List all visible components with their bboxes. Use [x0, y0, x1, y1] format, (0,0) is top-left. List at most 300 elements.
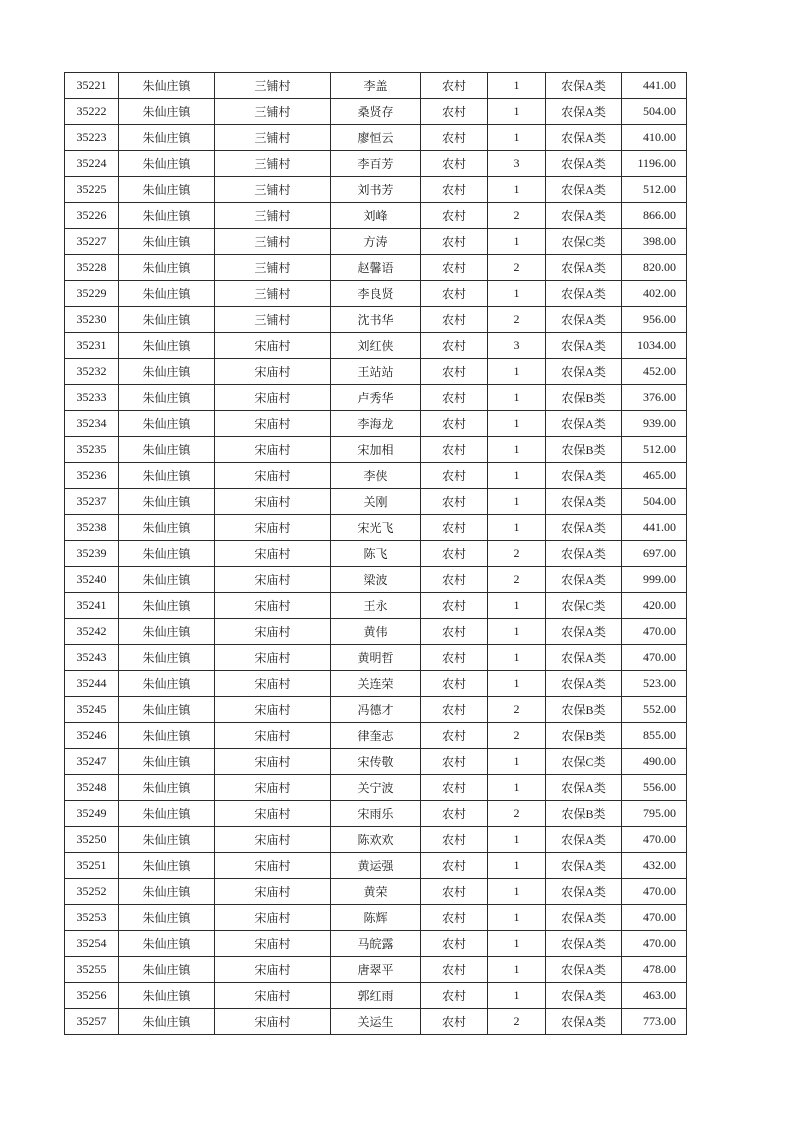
cell-amount: 465.00	[622, 463, 687, 489]
cell-village: 宋庙村	[215, 671, 331, 697]
cell-name: 刘峰	[331, 203, 421, 229]
cell-count: 2	[488, 801, 546, 827]
cell-id: 35243	[65, 645, 119, 671]
cell-category: 农保A类	[546, 177, 622, 203]
cell-residence: 农村	[421, 333, 488, 359]
cell-category: 农保B类	[546, 697, 622, 723]
cell-name: 关刚	[331, 489, 421, 515]
cell-village: 三铺村	[215, 125, 331, 151]
cell-village: 三铺村	[215, 203, 331, 229]
cell-amount: 556.00	[622, 775, 687, 801]
cell-amount: 402.00	[622, 281, 687, 307]
cell-id: 35237	[65, 489, 119, 515]
cell-amount: 470.00	[622, 827, 687, 853]
table-row	[65, 905, 687, 931]
cell-name: 王永	[331, 593, 421, 619]
cell-residence: 农村	[421, 619, 488, 645]
cell-count: 1	[488, 489, 546, 515]
cell-id: 35253	[65, 905, 119, 931]
cell-count: 1	[488, 593, 546, 619]
cell-village: 宋庙村	[215, 853, 331, 879]
cell-amount: 504.00	[622, 489, 687, 515]
cell-category: 农保A类	[546, 879, 622, 905]
cell-town: 朱仙庄镇	[119, 151, 215, 177]
cell-name: 李海龙	[331, 411, 421, 437]
cell-village: 宋庙村	[215, 359, 331, 385]
cell-residence: 农村	[421, 437, 488, 463]
cell-residence: 农村	[421, 463, 488, 489]
cell-amount: 432.00	[622, 853, 687, 879]
cell-village: 宋庙村	[215, 619, 331, 645]
cell-name: 李侠	[331, 463, 421, 489]
table-row	[65, 437, 687, 463]
cell-id: 35250	[65, 827, 119, 853]
cell-town: 朱仙庄镇	[119, 879, 215, 905]
cell-id: 35252	[65, 879, 119, 905]
cell-village: 三铺村	[215, 255, 331, 281]
cell-category: 农保A类	[546, 99, 622, 125]
cell-town: 朱仙庄镇	[119, 801, 215, 827]
table-row	[65, 463, 687, 489]
cell-village: 宋庙村	[215, 333, 331, 359]
cell-id: 35244	[65, 671, 119, 697]
cell-category: 农保A类	[546, 645, 622, 671]
cell-id: 35245	[65, 697, 119, 723]
cell-category: 农保A类	[546, 567, 622, 593]
table-row	[65, 671, 687, 697]
cell-residence: 农村	[421, 73, 488, 99]
cell-town: 朱仙庄镇	[119, 541, 215, 567]
cell-residence: 农村	[421, 99, 488, 125]
cell-id: 35251	[65, 853, 119, 879]
cell-town: 朱仙庄镇	[119, 411, 215, 437]
cell-amount: 376.00	[622, 385, 687, 411]
cell-residence: 农村	[421, 177, 488, 203]
cell-town: 朱仙庄镇	[119, 489, 215, 515]
cell-name: 梁波	[331, 567, 421, 593]
cell-count: 2	[488, 723, 546, 749]
cell-village: 宋庙村	[215, 775, 331, 801]
cell-town: 朱仙庄镇	[119, 619, 215, 645]
cell-village: 宋庙村	[215, 827, 331, 853]
cell-town: 朱仙庄镇	[119, 255, 215, 281]
cell-village: 宋庙村	[215, 931, 331, 957]
table-row	[65, 255, 687, 281]
table-body	[65, 73, 687, 1035]
cell-count: 3	[488, 151, 546, 177]
cell-residence: 农村	[421, 775, 488, 801]
cell-category: 农保B类	[546, 723, 622, 749]
cell-name: 赵馨语	[331, 255, 421, 281]
cell-town: 朱仙庄镇	[119, 723, 215, 749]
table-row	[65, 229, 687, 255]
cell-id: 35239	[65, 541, 119, 567]
cell-village: 宋庙村	[215, 515, 331, 541]
cell-town: 朱仙庄镇	[119, 749, 215, 775]
cell-category: 农保A类	[546, 333, 622, 359]
cell-category: 农保A类	[546, 983, 622, 1009]
cell-amount: 470.00	[622, 905, 687, 931]
cell-town: 朱仙庄镇	[119, 125, 215, 151]
cell-village: 宋庙村	[215, 489, 331, 515]
cell-name: 方涛	[331, 229, 421, 255]
cell-amount: 1034.00	[622, 333, 687, 359]
cell-village: 宋庙村	[215, 541, 331, 567]
cell-village: 三铺村	[215, 99, 331, 125]
cell-amount: 470.00	[622, 879, 687, 905]
cell-id: 35226	[65, 203, 119, 229]
table-row	[65, 567, 687, 593]
cell-count: 1	[488, 853, 546, 879]
cell-residence: 农村	[421, 671, 488, 697]
cell-residence: 农村	[421, 385, 488, 411]
cell-name: 王站站	[331, 359, 421, 385]
cell-residence: 农村	[421, 151, 488, 177]
cell-residence: 农村	[421, 203, 488, 229]
cell-amount: 478.00	[622, 957, 687, 983]
cell-amount: 999.00	[622, 567, 687, 593]
cell-name: 李盖	[331, 73, 421, 99]
cell-town: 朱仙庄镇	[119, 229, 215, 255]
cell-amount: 470.00	[622, 931, 687, 957]
cell-amount: 855.00	[622, 723, 687, 749]
cell-town: 朱仙庄镇	[119, 645, 215, 671]
cell-residence: 农村	[421, 541, 488, 567]
cell-town: 朱仙庄镇	[119, 671, 215, 697]
cell-village: 宋庙村	[215, 905, 331, 931]
cell-category: 农保A类	[546, 827, 622, 853]
cell-count: 1	[488, 125, 546, 151]
cell-category: 农保A类	[546, 73, 622, 99]
cell-amount: 490.00	[622, 749, 687, 775]
cell-id: 35249	[65, 801, 119, 827]
cell-village: 三铺村	[215, 177, 331, 203]
cell-id: 35242	[65, 619, 119, 645]
cell-category: 农保A类	[546, 281, 622, 307]
cell-category: 农保B类	[546, 437, 622, 463]
cell-village: 宋庙村	[215, 879, 331, 905]
table-row	[65, 957, 687, 983]
cell-count: 1	[488, 619, 546, 645]
table-row	[65, 359, 687, 385]
cell-name: 黄荣	[331, 879, 421, 905]
cell-name: 冯德才	[331, 697, 421, 723]
cell-name: 唐翠平	[331, 957, 421, 983]
cell-count: 1	[488, 229, 546, 255]
table-row	[65, 489, 687, 515]
cell-residence: 农村	[421, 1009, 488, 1035]
cell-id: 35256	[65, 983, 119, 1009]
table-row	[65, 177, 687, 203]
cell-amount: 512.00	[622, 177, 687, 203]
cell-town: 朱仙庄镇	[119, 177, 215, 203]
cell-name: 马皖露	[331, 931, 421, 957]
cell-category: 农保A类	[546, 359, 622, 385]
cell-id: 35227	[65, 229, 119, 255]
cell-amount: 463.00	[622, 983, 687, 1009]
cell-town: 朱仙庄镇	[119, 307, 215, 333]
cell-town: 朱仙庄镇	[119, 437, 215, 463]
cell-id: 35222	[65, 99, 119, 125]
cell-village: 宋庙村	[215, 593, 331, 619]
cell-town: 朱仙庄镇	[119, 697, 215, 723]
cell-residence: 农村	[421, 827, 488, 853]
cell-name: 宋雨乐	[331, 801, 421, 827]
cell-count: 1	[488, 983, 546, 1009]
cell-residence: 农村	[421, 229, 488, 255]
cell-amount: 470.00	[622, 619, 687, 645]
cell-count: 1	[488, 463, 546, 489]
cell-name: 黄明哲	[331, 645, 421, 671]
cell-id: 35254	[65, 931, 119, 957]
cell-count: 1	[488, 827, 546, 853]
table-row	[65, 723, 687, 749]
cell-amount: 552.00	[622, 697, 687, 723]
table-row	[65, 801, 687, 827]
cell-count: 1	[488, 749, 546, 775]
cell-name: 陈辉	[331, 905, 421, 931]
cell-residence: 农村	[421, 359, 488, 385]
cell-count: 1	[488, 515, 546, 541]
cell-category: 农保A类	[546, 619, 622, 645]
cell-id: 35232	[65, 359, 119, 385]
cell-id: 35236	[65, 463, 119, 489]
cell-count: 1	[488, 671, 546, 697]
cell-amount: 820.00	[622, 255, 687, 281]
cell-category: 农保A类	[546, 515, 622, 541]
cell-category: 农保A类	[546, 853, 622, 879]
cell-village: 宋庙村	[215, 749, 331, 775]
cell-residence: 农村	[421, 957, 488, 983]
cell-residence: 农村	[421, 489, 488, 515]
table-row	[65, 827, 687, 853]
cell-amount: 398.00	[622, 229, 687, 255]
cell-residence: 农村	[421, 567, 488, 593]
cell-name: 律奎志	[331, 723, 421, 749]
cell-name: 关运生	[331, 1009, 421, 1035]
cell-count: 1	[488, 359, 546, 385]
cell-name: 黄运强	[331, 853, 421, 879]
cell-name: 刘书芳	[331, 177, 421, 203]
table-row	[65, 619, 687, 645]
cell-amount: 773.00	[622, 1009, 687, 1035]
cell-amount: 795.00	[622, 801, 687, 827]
table-row	[65, 697, 687, 723]
cell-category: 农保A类	[546, 541, 622, 567]
cell-category: 农保A类	[546, 931, 622, 957]
cell-category: 农保A类	[546, 671, 622, 697]
table-row	[65, 151, 687, 177]
cell-count: 2	[488, 697, 546, 723]
cell-category: 农保A类	[546, 125, 622, 151]
cell-name: 关连荣	[331, 671, 421, 697]
cell-id: 35246	[65, 723, 119, 749]
cell-id: 35255	[65, 957, 119, 983]
cell-amount: 420.00	[622, 593, 687, 619]
table-row	[65, 983, 687, 1009]
cell-count: 2	[488, 1009, 546, 1035]
table-row	[65, 853, 687, 879]
cell-id: 35233	[65, 385, 119, 411]
cell-town: 朱仙庄镇	[119, 983, 215, 1009]
cell-category: 农保A类	[546, 151, 622, 177]
cell-town: 朱仙庄镇	[119, 73, 215, 99]
cell-count: 2	[488, 203, 546, 229]
cell-village: 宋庙村	[215, 723, 331, 749]
cell-amount: 470.00	[622, 645, 687, 671]
table-row	[65, 385, 687, 411]
cell-count: 1	[488, 879, 546, 905]
cell-village: 宋庙村	[215, 645, 331, 671]
cell-category: 农保A类	[546, 203, 622, 229]
cell-amount: 504.00	[622, 99, 687, 125]
cell-town: 朱仙庄镇	[119, 385, 215, 411]
cell-residence: 农村	[421, 307, 488, 333]
cell-town: 朱仙庄镇	[119, 359, 215, 385]
table-row	[65, 515, 687, 541]
cell-town: 朱仙庄镇	[119, 515, 215, 541]
cell-town: 朱仙庄镇	[119, 775, 215, 801]
cell-id: 35230	[65, 307, 119, 333]
table-row	[65, 749, 687, 775]
table-row	[65, 411, 687, 437]
cell-id: 35229	[65, 281, 119, 307]
cell-amount: 697.00	[622, 541, 687, 567]
cell-amount: 523.00	[622, 671, 687, 697]
table-row	[65, 203, 687, 229]
cell-count: 1	[488, 905, 546, 931]
cell-village: 宋庙村	[215, 411, 331, 437]
cell-id: 35240	[65, 567, 119, 593]
cell-town: 朱仙庄镇	[119, 827, 215, 853]
cell-id: 35231	[65, 333, 119, 359]
cell-town: 朱仙庄镇	[119, 1009, 215, 1035]
cell-id: 35238	[65, 515, 119, 541]
cell-village: 宋庙村	[215, 983, 331, 1009]
cell-count: 2	[488, 567, 546, 593]
cell-town: 朱仙庄镇	[119, 957, 215, 983]
table-row	[65, 593, 687, 619]
cell-residence: 农村	[421, 125, 488, 151]
table-row	[65, 333, 687, 359]
cell-name: 沈书华	[331, 307, 421, 333]
cell-count: 1	[488, 957, 546, 983]
cell-category: 农保C类	[546, 229, 622, 255]
cell-name: 李百芳	[331, 151, 421, 177]
cell-residence: 农村	[421, 645, 488, 671]
cell-id: 35228	[65, 255, 119, 281]
cell-residence: 农村	[421, 723, 488, 749]
cell-category: 农保A类	[546, 957, 622, 983]
cell-town: 朱仙庄镇	[119, 853, 215, 879]
cell-name: 桑贤存	[331, 99, 421, 125]
cell-id: 35223	[65, 125, 119, 151]
cell-village: 宋庙村	[215, 567, 331, 593]
cell-category: 农保C类	[546, 749, 622, 775]
cell-category: 农保A类	[546, 411, 622, 437]
cell-id: 35225	[65, 177, 119, 203]
cell-name: 宋加相	[331, 437, 421, 463]
cell-id: 35221	[65, 73, 119, 99]
table-row	[65, 281, 687, 307]
cell-amount: 441.00	[622, 73, 687, 99]
cell-village: 宋庙村	[215, 385, 331, 411]
cell-id: 35241	[65, 593, 119, 619]
cell-village: 三铺村	[215, 229, 331, 255]
cell-residence: 农村	[421, 515, 488, 541]
cell-residence: 农村	[421, 983, 488, 1009]
cell-id: 35224	[65, 151, 119, 177]
cell-residence: 农村	[421, 411, 488, 437]
cell-amount: 512.00	[622, 437, 687, 463]
cell-residence: 农村	[421, 281, 488, 307]
cell-name: 宋光飞	[331, 515, 421, 541]
cell-village: 宋庙村	[215, 957, 331, 983]
cell-residence: 农村	[421, 931, 488, 957]
cell-town: 朱仙庄镇	[119, 905, 215, 931]
cell-village: 宋庙村	[215, 801, 331, 827]
table-row	[65, 125, 687, 151]
cell-count: 1	[488, 73, 546, 99]
cell-name: 卢秀华	[331, 385, 421, 411]
table-row	[65, 645, 687, 671]
cell-village: 宋庙村	[215, 697, 331, 723]
cell-village: 三铺村	[215, 281, 331, 307]
cell-count: 1	[488, 385, 546, 411]
table-row	[65, 307, 687, 333]
cell-town: 朱仙庄镇	[119, 99, 215, 125]
cell-residence: 农村	[421, 801, 488, 827]
cell-town: 朱仙庄镇	[119, 567, 215, 593]
cell-count: 1	[488, 177, 546, 203]
cell-town: 朱仙庄镇	[119, 333, 215, 359]
cell-name: 陈欢欢	[331, 827, 421, 853]
table-row	[65, 1009, 687, 1035]
cell-id: 35248	[65, 775, 119, 801]
cell-village: 宋庙村	[215, 437, 331, 463]
cell-amount: 1196.00	[622, 151, 687, 177]
cell-count: 2	[488, 307, 546, 333]
cell-village: 宋庙村	[215, 463, 331, 489]
cell-town: 朱仙庄镇	[119, 931, 215, 957]
table-row	[65, 931, 687, 957]
cell-count: 1	[488, 645, 546, 671]
cell-village: 三铺村	[215, 151, 331, 177]
cell-town: 朱仙庄镇	[119, 281, 215, 307]
cell-residence: 农村	[421, 905, 488, 931]
cell-village: 三铺村	[215, 307, 331, 333]
cell-category: 农保A类	[546, 489, 622, 515]
cell-count: 1	[488, 775, 546, 801]
cell-id: 35235	[65, 437, 119, 463]
cell-name: 李良贤	[331, 281, 421, 307]
cell-category: 农保B类	[546, 801, 622, 827]
cell-id: 35257	[65, 1009, 119, 1035]
cell-residence: 农村	[421, 255, 488, 281]
cell-category: 农保A类	[546, 307, 622, 333]
cell-category: 农保A类	[546, 775, 622, 801]
cell-id: 35247	[65, 749, 119, 775]
cell-village: 宋庙村	[215, 1009, 331, 1035]
cell-name: 刘红侠	[331, 333, 421, 359]
cell-amount: 452.00	[622, 359, 687, 385]
cell-category: 农保A类	[546, 1009, 622, 1035]
cell-count: 3	[488, 333, 546, 359]
cell-residence: 农村	[421, 879, 488, 905]
cell-name: 廖恒云	[331, 125, 421, 151]
cell-category: 农保C类	[546, 593, 622, 619]
cell-category: 农保A类	[546, 463, 622, 489]
